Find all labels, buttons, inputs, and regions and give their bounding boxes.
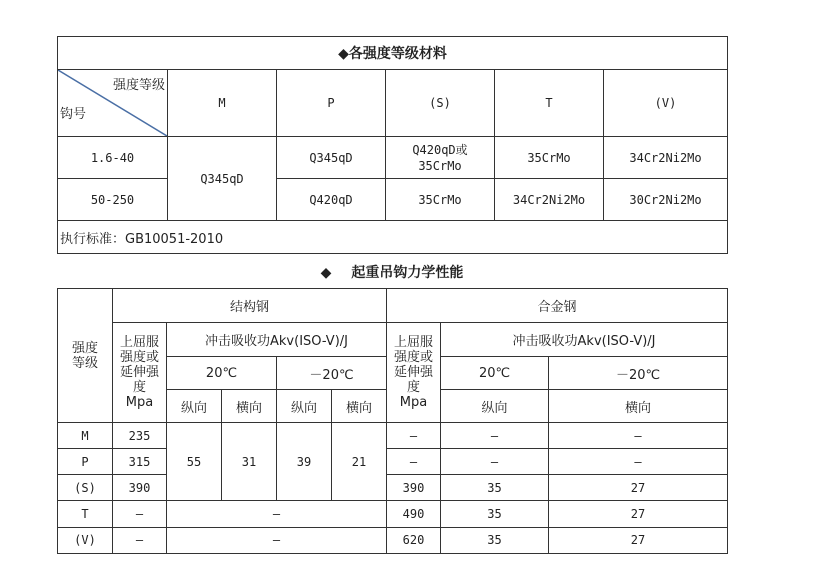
row-alloy-yield: 620: [387, 527, 441, 554]
row-alloy-trans: —: [549, 449, 728, 475]
struct-impact-dash-t: —: [167, 501, 386, 528]
struct-yield-header: 上屈服 强度或 延伸强 度 Mpa: [113, 323, 167, 423]
hook-range-1: 1.6-40: [58, 137, 168, 179]
row-alloy-long: 35: [441, 501, 549, 528]
struct-impact-header: 冲击吸收功Akv(ISO-V)/J: [167, 323, 387, 357]
alloy-steel-header: 合金钢: [387, 289, 728, 323]
grade-header: 强度 等级: [58, 289, 113, 423]
grade-header-s: (S): [386, 70, 495, 137]
row-struct-yield: 315: [113, 449, 167, 475]
struct-temp-20: 20℃: [167, 357, 277, 390]
row-alloy-yield: —: [387, 423, 441, 449]
row-alloy-long: —: [441, 423, 549, 449]
struct-trans-m20: 横向: [332, 390, 387, 423]
material-m: Q345qD: [168, 137, 277, 221]
row-grade: P: [58, 449, 113, 475]
struct-steel-header: 结构钢: [113, 289, 387, 323]
alloy-trans: 横向: [549, 390, 728, 423]
row-struct-yield: —: [113, 527, 167, 554]
grade-header-m: M: [168, 70, 277, 137]
grade-header-t: T: [495, 70, 604, 137]
alloy-impact-header: 冲击吸收功Akv(ISO-V)/J: [441, 323, 728, 357]
row-alloy-yield: 490: [387, 501, 441, 528]
row-alloy-long: 35: [441, 475, 549, 501]
material-p-1: Q345qD: [277, 137, 386, 179]
material-v-1: 34Cr2Ni2Mo: [604, 137, 728, 179]
row-alloy-trans: 27: [549, 501, 728, 528]
row-alloy-yield: —: [387, 449, 441, 475]
row-struct-yield: —: [113, 501, 167, 528]
diagonal-header-cell: [58, 70, 168, 137]
mechanical-title-text: 起重吊钩力学性能: [351, 265, 464, 281]
struct-long-20-value: 55: [167, 423, 222, 501]
row-grade: M: [58, 423, 113, 449]
alloy-temp-m20: －20℃: [549, 357, 728, 390]
row-alloy-trans: 27: [549, 527, 728, 554]
row-alloy-trans: 27: [549, 475, 728, 501]
header-grade-label: 强度等级: [112, 78, 165, 93]
row-alloy-long: 35: [441, 527, 549, 554]
header-hook-label: 钩号: [60, 107, 87, 122]
grade-header-v: (V): [604, 70, 728, 137]
row-struct-yield: 390: [113, 475, 167, 501]
struct-trans-20-value: 31: [222, 423, 277, 501]
struct-trans-20: 横向: [222, 390, 277, 423]
row-alloy-yield: 390: [387, 475, 441, 501]
hook-range-2: 50-250: [58, 179, 168, 221]
struct-long-m20-value: 39: [277, 423, 332, 501]
mechanical-table: [57, 288, 728, 554]
alloy-long: 纵向: [441, 390, 549, 423]
diamond-bullet: ◆: [320, 265, 332, 281]
material-s-2: 35CrMo: [386, 179, 495, 221]
struct-long-20: 纵向: [167, 390, 222, 423]
alloy-yield-header: 上屈服 强度或 延伸强 度 Mpa: [387, 323, 441, 423]
struct-trans-m20-value: 21: [332, 423, 387, 501]
struct-temp-m20: －20℃: [277, 357, 387, 390]
row-grade: T: [58, 501, 113, 528]
material-t-2: 34Cr2Ni2Mo: [495, 179, 604, 221]
row-grade: (V): [58, 527, 113, 554]
material-s-1: Q420qD或 35CrMo: [386, 137, 495, 179]
alloy-temp-20: 20℃: [441, 357, 549, 390]
standard-note: 执行标准：GB10051-2010: [58, 221, 728, 254]
grade-header-p: P: [277, 70, 386, 137]
row-alloy-trans: —: [549, 423, 728, 449]
material-p-2: Q420qD: [277, 179, 386, 221]
materials-table-title: ◆各强度等级材料: [58, 37, 728, 70]
struct-impact-dash-v: —: [272, 533, 281, 547]
material-t-1: 35CrMo: [495, 137, 604, 179]
row-grade: (S): [58, 475, 113, 501]
struct-long-m20: 纵向: [277, 390, 332, 423]
mechanical-section-title: [57, 262, 727, 282]
struct-impact-empty: [167, 501, 387, 554]
materials-table: [57, 36, 728, 254]
material-v-2: 30Cr2Ni2Mo: [604, 179, 728, 221]
row-struct-yield: 235: [113, 423, 167, 449]
row-alloy-long: —: [441, 449, 549, 475]
